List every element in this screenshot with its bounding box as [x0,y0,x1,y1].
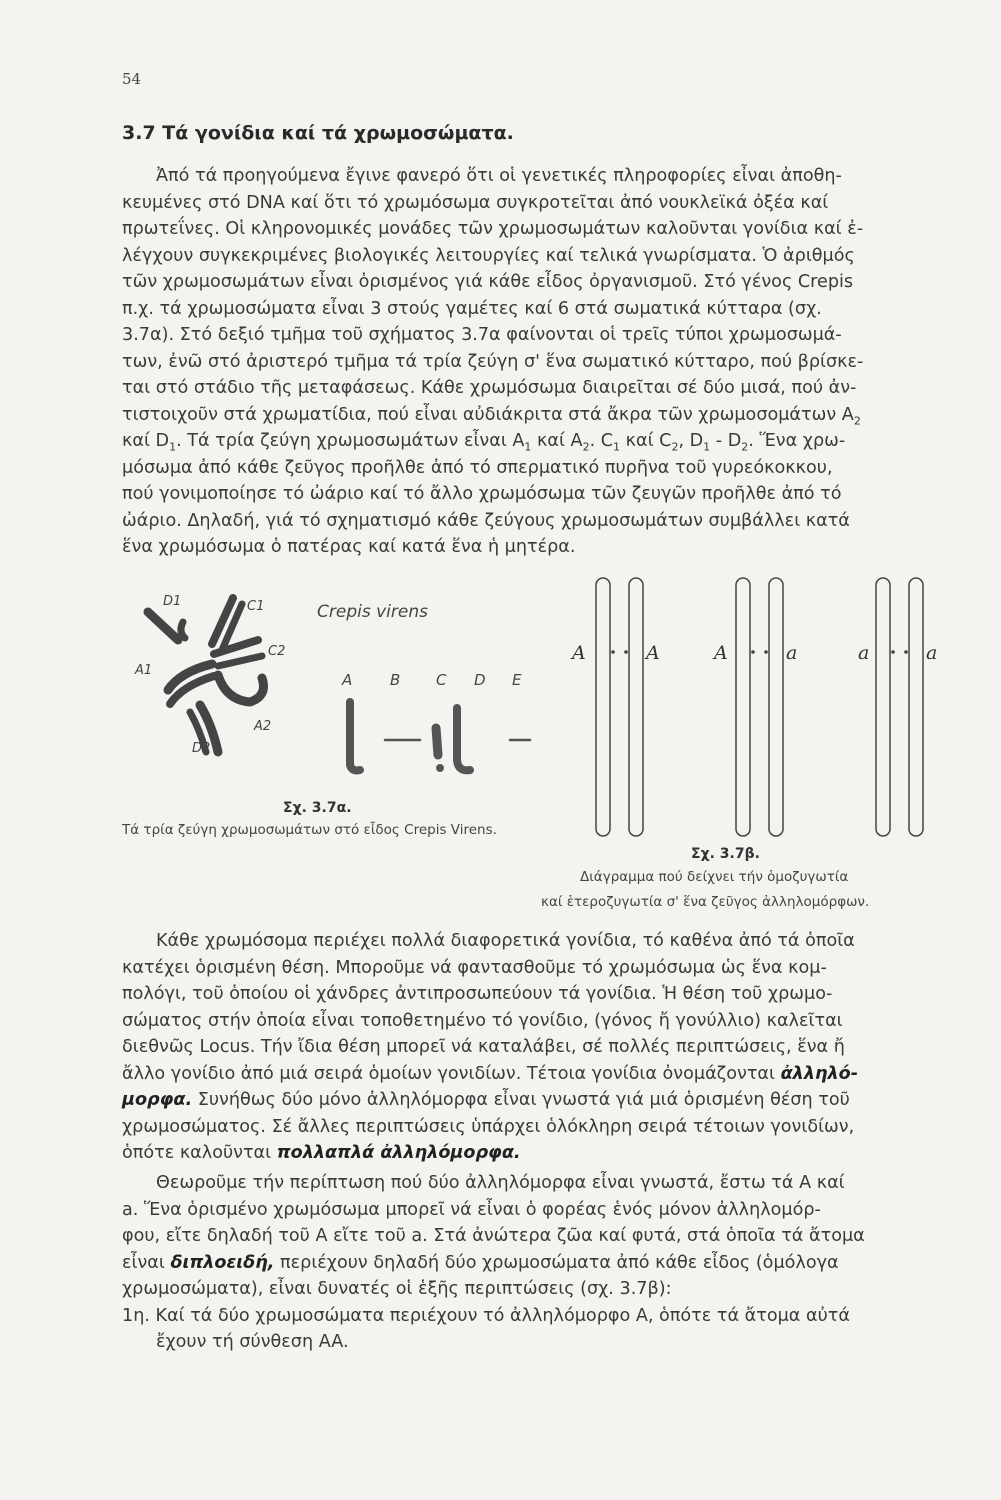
text-segment: καί D [122,431,170,451]
text-line: κατέχει ὁρισμένη θέση. Μποροῦμε νά φαντασθοῦμε τό χρωμόσωμα ὡς ἕνα κομ- [122,957,827,978]
text-segment: ὁπότε καλοῦνται [122,1143,272,1163]
text-segment: Συνήθως δύο μόνο ἀλληλόμορφα εἶναι γνωστά γιά μιά ὁρισμένη θέση τοῦ [192,1090,850,1110]
paragraph-2 [122,928,948,1167]
text-line [122,1140,948,1167]
subscript: 1 [524,440,532,454]
term-alleles-cont: μορφα. [122,1090,193,1110]
allele-label: A [646,642,660,664]
text-segment: - D [710,431,742,451]
text-line [122,1061,948,1088]
text-line: Ἀπό τά προηγούμενα ἔγινε φανερό ὅτι οἱ γενετικές πληροφορίες εἶναι ἀποθη- [156,166,842,186]
text-segment: περιέχουν δηλαδή δύο χρωμοσώματα ἀπό κάθε εἶδος (ὁμόλογα [274,1252,839,1273]
text-line [122,1250,948,1277]
label-d1: D1 [163,594,182,609]
allele-label: a [858,642,870,664]
subscript: 2 [671,440,679,454]
text-segment: . C [589,431,614,451]
region-label-c: C [436,671,447,689]
figure-b-caption-line1: Διάγραμμα πού δείχνει τήν ὁμοζυγωτία [580,869,849,885]
subscript: 2 [741,440,749,454]
text-line: πολόγι, τοῦ ὁποίου οἱ χάνδρες ἀντιπροσωπεύουν τά γονίδια. Ἡ θέση τοῦ χρωμο- [122,984,833,1004]
text-segment: τιστοιχοῦν στά χρωματίδια, πού εἶναι αὐδιάκριτα στά ἄκρα τῶν χρωμοσομάτων A [122,404,854,425]
region-label-a: A [342,671,353,689]
region-label-e: E [512,671,522,689]
text-line: 1η. Καί τά δύο χρωμοσώματα περιέχουν τό ἀλληλόμορφο A, ὁπότε τά ἄτομα αὐτά [122,1305,850,1326]
text-line: a. Ἕνα ὁρισμένο χρωμόσωμα μπορεῖ νά εἶναι ὁ φορέας ἑνός μόνον ἀλληλομόρ- [122,1199,821,1220]
text-line: κευμένες στό DNA καί ὅτι τό χρωμόσωμα συγκροτεῖται ἀπό νουκλεϊκά ὀξέα καί [122,192,829,213]
paragraph-3 [122,1170,948,1356]
label-c1: C1 [247,599,265,614]
text-line: χρωμοσώματος. Σέ ἄλλες περιπτώσεις ὑπάρχει ὁλόκληρη σειρά τέτοιων γονιδίων, [122,1116,855,1137]
text-line: των, ἐνῶ στό ἀριστερό τμῆμα τά τρία ζεύγη σ' ἕνα σωματικό κύτταρο, πού βρίσκε- [122,351,864,372]
subscript: 1 [613,440,621,454]
text-line [122,1087,948,1114]
label-c2: C2 [268,644,286,659]
text-segment: καί C [620,431,672,451]
figure-b-caption-line2: καί ἑτεροζυγωτία σ' ἕνα ζεῦγος ἀλληλομόρφων. [541,894,870,910]
text-line: τῶν χρωμοσωμάτων εἶναι ὁρισμένος γιά κάθε εἶδος ὀργανισμοῦ. Στό γένος Crepis [122,272,854,292]
text-line: ἕνα χρωμόσωμα ὁ πατέρας καί κατά ἕνα ἡ μητέρα. [122,537,576,557]
text-segment: ἄλλο γονίδιο ἀπό μιά σειρά ὁμοίων γονιδίων. Τέτοια γονίδια ὀνομάζονται [122,1063,775,1084]
text-line: Θεωροῦμε τήν περίπτωση πού δύο ἀλληλόμορφα εἶναι γνωστά, ἔστω τά A καί [156,1173,845,1193]
text-line: χρωμοσώματα), εἶναι δυνατές οἱ ἑξῆς περιπτώσεις (σχ. 3.7β): [122,1279,672,1299]
subscript: 1 [703,440,711,454]
label-a2: A2 [254,719,272,734]
text-line: πού γονιμοποίησε τό ὠάριο καί τό ἄλλο χρωμόσωμα τῶν ζευγῶν προῆλθε ἀπό τό [122,484,842,504]
chromosome-pair3-left [876,578,890,836]
text-line: ται στό στάδιο τῆς μεταφάσεως. Κάθε χρωμόσωμα διαιρεῖται σέ δύο μισά, πού ἀν- [122,378,857,398]
text-line: διεθνῶς Locus. Τήν ἴδια θέση μπορεῖ νά καταλάβει, σέ πολλές περιπτώσεις, ἕνα ἤ [122,1037,845,1057]
figure-3-7b-diagram [596,578,923,836]
text-segment: . Ἕνα χρω- [748,431,846,451]
text-line: λέγχουν συγκεκριμένες βιολογικές λειτουργίες καί τελικά γνωρίσματα. Ὁ ἀριθμός [122,245,855,266]
subscript: 2 [582,440,590,454]
allele-label: A [714,642,728,664]
text-line: π.χ. τά χρωμοσώματα εἶναι 3 στούς γαμέτες καί 6 στά σωματικά κύτταρα (σχ. [122,298,822,319]
text-line: Κάθε χρωμόσομα περιέχει πολλά διαφορετικά γονίδια, τό καθένα ἀπό τά ὁποῖα [156,931,855,951]
allele-label: A [572,642,586,664]
allele-label: a [786,642,798,664]
text-segment: , D [678,431,704,451]
subscript: 1 [169,440,177,454]
chromosome-pair1-left [596,578,610,836]
chromosome-pair2-right [769,578,783,836]
term-multiple-alleles: πολλαπλά ἀλληλόμορφα. [276,1143,521,1163]
chromosome-pair3-right [909,578,923,836]
text-segment: . Τά τρία ζεύγη χρωμοσωμάτων εἶναι A [176,431,525,451]
text-segment: εἶναι [122,1252,165,1273]
metaphase-chromosomes-drawing [148,598,264,752]
label-a1: A1 [135,663,153,678]
text-line: μόσωμα ἀπό κάθε ζεῦγος προῆλθε ἀπό τό σπερματικό πυρῆνα τοῦ γυρεόκοκκου, [122,457,833,478]
term-diploid: διπλοειδή, [170,1252,275,1273]
allele-label: a [926,642,938,664]
region-label-d: D [474,671,486,689]
text-line: σώματος στήν ὁποία εἶναι τοποθετημένο τό γονίδιο, (γόνος ἤ γονύλλιο) καλεῖται [122,1010,843,1031]
subscript: 2 [853,414,861,428]
text-line: 3.7α). Στό δεξιό τμῆμα τοῦ σχήματος 3.7α φαίνονται οἱ τρεῖς τύποι χρωμοσωμά- [122,325,842,345]
text-segment: καί A [531,431,583,451]
chromosome-types-drawing [350,702,530,772]
text-line: πρωτεΐνες. Οἱ κληρονομικές μονάδες τῶν χρωμοσωμάτων καλοῦνται γονίδια καί ἐ- [122,219,864,239]
figure-a-label: Σχ. 3.7α. [283,800,352,816]
text-line: φου, εἴτε δηλαδή τοῦ A εἴτε τοῦ a. Στά ἀνώτερα ζῶα καί φυτά, στά ὁποῖα τά ἄτομα [122,1226,865,1246]
page-number: 54 [122,70,142,88]
text-line: ὠάριο. Δηλαδή, γιά τό σχηματισμό κάθε ζεύγους χρωμοσωμάτων συμβάλλει κατά [122,510,850,531]
label-d2: D2 [192,741,211,756]
term-alleles: ἀλληλό- [780,1063,858,1084]
region-label-b: B [390,671,401,689]
chromosome-pair1-right [629,578,643,836]
chromosome-pair2-left [736,578,750,836]
figure-b-label: Σχ. 3.7β. [691,846,760,862]
figure-a-caption: Τά τρία ζεύγη χρωμοσωμάτων στό εἶδος Crepis Virens. [122,822,497,838]
text-line: ἔχουν τή σύνθεση AA. [156,1332,349,1352]
figure-a-title: Crepis virens [317,602,428,622]
section-title: 3.7 Τά γονίδια καί τά χρωμοσώματα. [122,122,514,144]
